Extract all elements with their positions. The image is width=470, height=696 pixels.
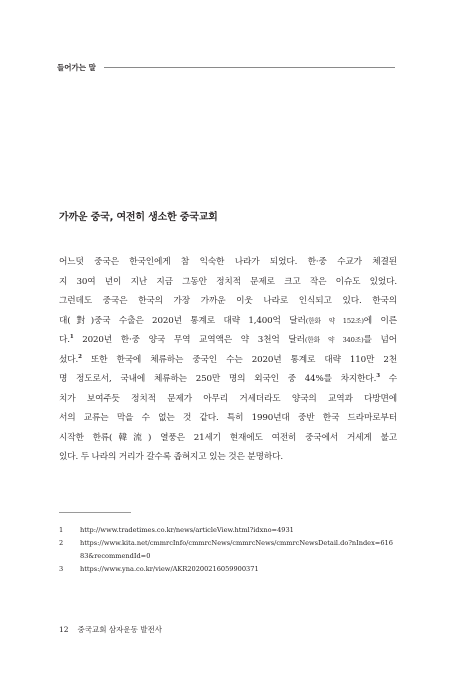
body-line-5-a: 다. [59, 335, 70, 345]
body-line-8: 치가 보여주듯 정치적 문제가 아무리 거세더라도 양국의 교역과 다방면에 [59, 393, 397, 404]
section-heading: 가까운 중국, 여전히 생소한 중국교회 [59, 212, 218, 223]
header-rule [104, 67, 395, 68]
body-line-2: 지 30여 년이 지난 지금 그동안 정치적 문제로 크고 작은 이슈도 있었다. [59, 276, 397, 287]
running-header [57, 59, 395, 75]
body-line-5 [59, 331, 397, 351]
footnote-3 [59, 563, 397, 576]
footnote-link[interactable]: https://www.kita.net/cmmrcInfo/cmmrcNews/cmmrcNews/cmmrcNewsDetail.do?nIndex=61683&recommendId=0 [80, 539, 393, 560]
body-line-5-c: 를 넘어 [363, 335, 397, 345]
body-line-6-a: 섰다. [59, 354, 79, 365]
currency-note-1: (한화 약 152조) [305, 316, 364, 325]
footnote-number: 2 [59, 539, 64, 547]
body-line-11: 있다. 두 나라의 거리가 갈수록 좁혀지고 있는 것은 분명하다. [59, 452, 283, 462]
footnote-number: 3 [59, 565, 64, 573]
book-title: 중국교회 삼자운동 발전사 [77, 625, 163, 634]
footnote-1 [59, 524, 397, 537]
footnote-2 [59, 537, 397, 563]
body-line-9: 서의 교류는 막을 수 없는 것 같다. 특히 1990년대 중반 한국 드라마로부터 [59, 413, 397, 423]
body-line-7-a: 명 정도로서, 국내에 체류하는 250만 명의 외국인 중 44%를 차지한다. [59, 374, 377, 384]
body-line-4-b: 에 이른 [363, 315, 397, 326]
footnotes [59, 524, 397, 576]
page-footer [59, 624, 162, 635]
body-line-7 [59, 370, 397, 390]
currency-note-2: (한화 약 340조) [304, 336, 364, 344]
body-line-1: 어느덧 중국은 한국인에게 참 익숙한 나라가 되었다. 한·중 수교가 체결된 [59, 257, 397, 267]
body-line-7-b: 수 [379, 374, 397, 384]
body-line-5-b: 2020년 한·중 양국 무역 교역액은 약 3천억 달러 [73, 335, 305, 345]
footnote-ref-2[interactable]: 2 [78, 353, 82, 360]
page-number: 12 [59, 625, 69, 634]
body-line-3: 그런데도 중국은 한국의 가장 가까운 이웃 나라로 인식되고 있다. 한국의 [59, 296, 397, 306]
body-line-4-a: 대(對)중국 수출은 2020년 통계로 대략 1,400억 달러 [59, 315, 306, 326]
body-line-6-b: 또한 한국에 체류하는 중국인 수는 2020년 통계로 대략 110만 2천 [81, 354, 397, 365]
footnote-ref-3[interactable]: 3 [376, 373, 380, 379]
footnote-separator [59, 512, 131, 513]
footnote-number: 1 [59, 526, 64, 534]
chapter-label: 들어가는 말 [57, 62, 96, 72]
footnote-ref-1[interactable]: 1 [69, 334, 74, 340]
body-line-4 [59, 312, 397, 332]
body-line-10: 시작한 한류(韓流) 열풍은 21세기 현재에도 여전히 중국에서 거세게 불고 [59, 432, 397, 443]
body-line-6 [59, 351, 397, 371]
footnote-link[interactable]: http://www.tradetimes.co.kr/news/articleView.html?idxno=4931 [80, 526, 294, 534]
body-text [59, 253, 397, 468]
footnote-link[interactable]: https://www.yna.co.kr/view/AKR20200216059900371 [80, 565, 259, 573]
